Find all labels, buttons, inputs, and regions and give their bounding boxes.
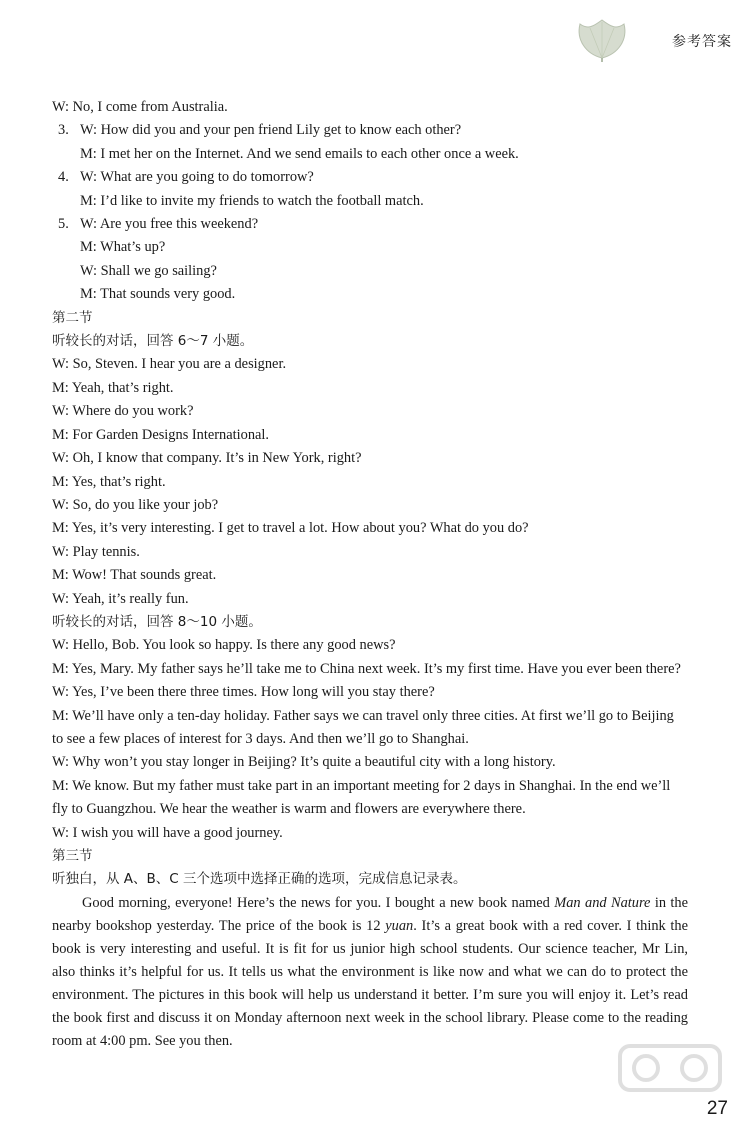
dialog-line: W: Why won’t you stay longer in Beijing? It’s quite a beautiful city with a long history. xyxy=(52,754,556,771)
dialog-line: W: Are you free this weekend? xyxy=(80,216,259,233)
question-number: 3. xyxy=(58,122,69,139)
dialog-line: W: Oh, I know that company. It’s in New York, right? xyxy=(52,450,362,467)
book-title: Man and Nature xyxy=(554,894,651,911)
dialog-line: M: Yes, that’s right. xyxy=(52,473,166,490)
dialog-line: M: For Garden Designs International. xyxy=(52,426,270,443)
paragraph-text: in the nearby bookshop yesterday. The price of the book is 12 xyxy=(52,894,688,934)
watermark-logo xyxy=(616,1038,726,1098)
dialog-line: M: Yes, Mary. My father says he’ll take me to China next week. It’s my first time. Have you ever been there? xyxy=(52,660,681,677)
dialog-line: M: We’ll have only a ten-day holiday. Father says we can travel only three cities. At first we’ll go to Beijing to see a few places of interest for 3 days. And then we’ll go to Shanghai. xyxy=(52,707,674,747)
dialog-line: W: Play tennis. xyxy=(52,543,140,560)
dialog-line: W: Yeah, it’s really fun. xyxy=(52,590,189,607)
dialog-line: W: So, Steven. I hear you are a designer. xyxy=(52,356,287,373)
dialog-line: W: I wish you will have a good journey. xyxy=(52,824,283,841)
page-header xyxy=(572,14,732,64)
dialog-line: W: So, do you like your job? xyxy=(52,496,219,513)
question-line xyxy=(52,213,692,236)
dialog-line: M: Yeah, that’s right. xyxy=(52,379,174,396)
paragraph-text: . It’s a great book with a red cover. I think the book is very interesting and useful. It is fit for us junior high school students. Our science teacher, Mr Lin, also thinks it’s helpful for us. It tells us what the environment is like now and what we can do to protect the environment. The pictures in this book will help us understand it better. I’m sure you will enjoy it. Let’s read the book first and discuss it on Monday afternoon next week in the school library. Please come to the reading room at 4:00 pm. See you then. xyxy=(52,917,688,1050)
question-number: 4. xyxy=(58,169,69,186)
header-title: 参考答案 xyxy=(672,34,732,50)
paragraph-text: Good morning, everyone! Here’s the news for you. I bought a new book named xyxy=(82,894,555,911)
dialog-line: M: What’s up? xyxy=(80,239,166,256)
dialog-line: W: Where do you work? xyxy=(52,403,194,420)
dialog-line: W: Shall we go sailing? xyxy=(80,262,217,279)
dialog-line: W: What are you going to do tomorrow? xyxy=(80,169,314,186)
section-instruction: 听较长的对话，回答 8～10 小题。 xyxy=(52,613,262,630)
dialog-line: W: How did you and your pen friend Lily get to know each other? xyxy=(80,122,462,139)
dialog-line: W: Yes, I’ve been there three times. How long will you stay there? xyxy=(52,684,435,701)
monologue-paragraph xyxy=(52,892,688,1054)
section-instruction: 听较长的对话，回答 6～7 小题。 xyxy=(52,333,254,350)
question-line xyxy=(52,119,692,142)
question-line xyxy=(52,166,692,189)
page-number: 27 xyxy=(706,1098,728,1119)
dialog-line: W: No, I come from Australia. xyxy=(52,99,228,115)
ginkgo-leaf-icon xyxy=(572,14,632,64)
answer-content xyxy=(52,96,692,1053)
section-instruction: 听独白，从 A、B、C 三个选项中选择正确的选项，完成信息记录表。 xyxy=(52,871,467,888)
dialog-line: M: I met her on the Internet. And we send emails to each other once a week. xyxy=(80,145,519,162)
dialog-line: M: Yes, it’s very interesting. I get to travel a lot. How about you? What do you do? xyxy=(52,520,529,537)
currency-word: yuan xyxy=(385,917,414,934)
section-heading: 第二节 xyxy=(52,309,93,326)
dialog-line: M: Wow! That sounds great. xyxy=(52,567,217,584)
dialog-line: W: Hello, Bob. You look so happy. Is there any good news? xyxy=(52,637,396,654)
dialog-line: M: I’d like to invite my friends to watch the football match. xyxy=(80,192,424,209)
question-number: 5. xyxy=(58,216,69,233)
section-heading: 第三节 xyxy=(52,848,93,864)
dialog-line: M: We know. But my father must take part in an important meeting for 2 days in Shanghai. In the end we’ll fly to Guangzhou. We hear the weather is warm and flowers are everywhere there. xyxy=(52,777,671,818)
dialog-line: M: That sounds very good. xyxy=(80,286,236,303)
